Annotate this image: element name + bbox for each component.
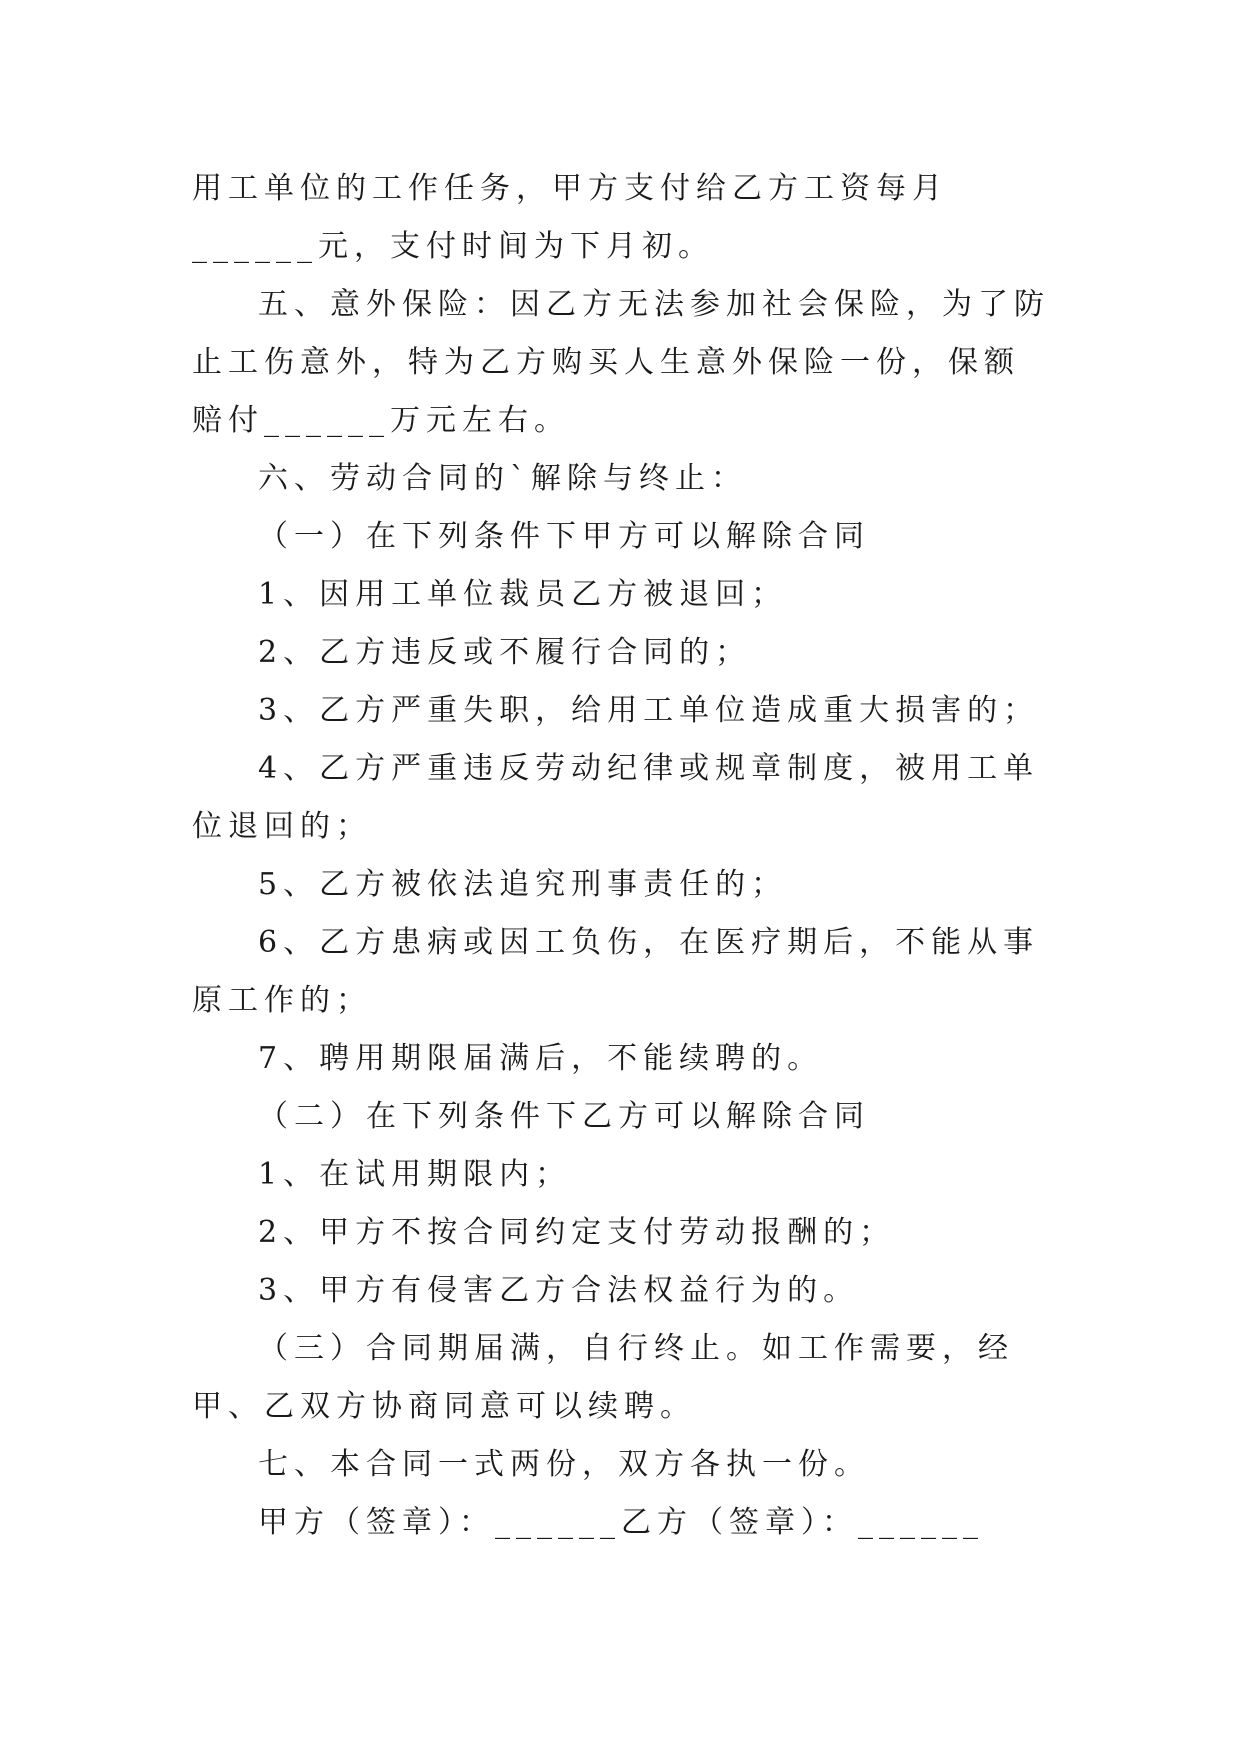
list-item: 2、乙方违反或不履行合同的；: [258, 635, 752, 670]
paragraph-copies: 七、本合同一式两份，双方各执一份。: [258, 1447, 870, 1482]
paragraph-accident-insurance: 五、意外保险：因乙方无法参加社会保险，为了防止工伤意外，特为乙方购买人生意外保险一份，保额赔付______万元左右。: [192, 287, 1050, 438]
contract-body: [192, 160, 1054, 1552]
paragraph-contract-expiry: （三）合同期届满，自行终止。如工作需要，经甲、乙双方协商同意可以续聘。: [192, 1331, 1014, 1424]
list-item: 1、因用工单位裁员乙方被退回；: [258, 577, 788, 612]
signature-line: 甲方（签章）：______乙方（签章）：______: [258, 1505, 984, 1540]
list-item: 3、甲方有侵害乙方合法权益行为的。: [258, 1273, 860, 1308]
list-item: 1、在试用期限内；: [258, 1157, 572, 1192]
list-item: 6、乙方患病或因工负伤，在医疗期后，不能从事原工作的；: [192, 925, 1040, 1018]
paragraph-employer-termination-heading: （一）在下列条件下甲方可以解除合同: [258, 519, 870, 554]
paragraph-termination-heading: 六、劳动合同的`解除与终止：: [258, 461, 747, 496]
list-item: 4、乙方严重违反劳动纪律或规章制度，被用工单位退回的；: [192, 751, 1040, 844]
list-item: 5、乙方被依法追究刑事责任的；: [258, 867, 788, 902]
paragraph-salary: 用工单位的工作任务，甲方支付给乙方工资每月______元，支付时间为下月初。: [192, 171, 948, 264]
list-item: 3、乙方严重失职，给用工单位造成重大损害的；: [258, 693, 1040, 728]
paragraph-employee-termination-heading: （二）在下列条件下乙方可以解除合同: [258, 1099, 870, 1134]
list-item: 7、聘用期限届满后，不能续聘的。: [258, 1041, 824, 1076]
list-item: 2、甲方不按合同约定支付劳动报酬的；: [258, 1215, 896, 1250]
